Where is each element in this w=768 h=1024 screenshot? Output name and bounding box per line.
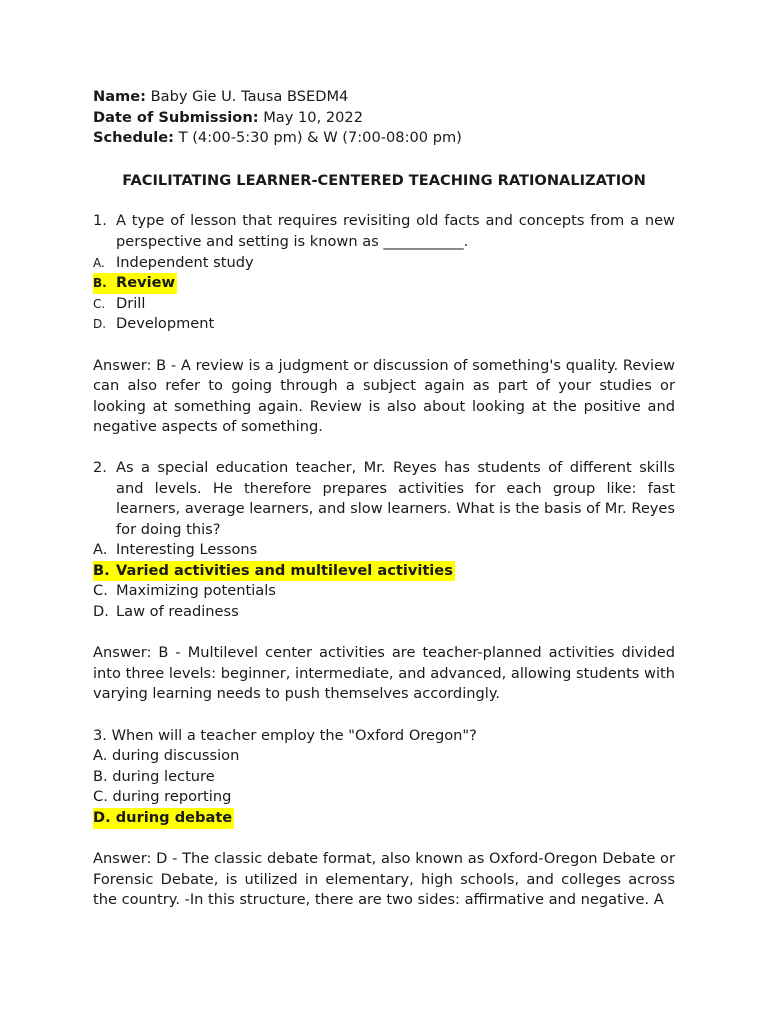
option-c: C. during reporting (93, 788, 232, 806)
option-c (93, 581, 675, 602)
answer-2: Answer: B - Multilevel center activities are teacher-planned activities divided into three levels: beginner, intermediate, and advanced, allowing students with varying learning needs to push themselves accordingly. (93, 644, 675, 703)
option-letter: A. (93, 255, 105, 270)
document-title: FACILITATING LEARNER-CENTERED TEACHING RATIONALIZATION (122, 171, 646, 189)
question-text: As a special education teacher, Mr. Reyes has students of different skills and levels. He therefore prepares activities for each group like: fast learners, average learners, and slow learners. What is the basis of Mr. Reyes for doing this? (116, 458, 676, 538)
option-text: Independent study (116, 253, 254, 271)
option-letter: D. (93, 603, 109, 621)
option-b-correct (93, 561, 675, 582)
name-value: Baby Gie U. Tausa BSEDM4 (146, 88, 349, 105)
option-letter: C. (93, 582, 108, 600)
option-text: Interesting Lessons (116, 541, 258, 559)
schedule-label: Schedule: (93, 129, 175, 147)
option-text: Review (116, 274, 176, 292)
option-text: Development (116, 315, 215, 333)
option-d (93, 314, 675, 335)
question-number: 1. (93, 212, 107, 230)
question-text: A type of lesson that requires revisiting old facts and concepts from a new perspective and setting is known as ___________. (116, 212, 675, 250)
option-d-correct (93, 808, 675, 829)
name-label: Name: (93, 88, 147, 105)
option-text: Drill (116, 294, 146, 312)
option-b-correct (93, 273, 675, 294)
option-letter: B. (93, 276, 107, 291)
option-a (93, 540, 675, 561)
highlighted-answer (93, 273, 177, 294)
document-page (93, 87, 675, 911)
option-text: Varied activities and multilevel activities (116, 561, 453, 579)
question-3-text: 3. When will a teacher employ the "Oxford Oregon"? (93, 726, 477, 744)
date-value: May 10, 2022 (258, 108, 363, 126)
schedule-line (93, 128, 675, 149)
option-b: B. during lecture (93, 767, 215, 785)
highlighted-answer (93, 561, 455, 582)
option-text: Maximizing potentials (116, 582, 276, 600)
highlighted-answer: D. during debate (93, 808, 234, 829)
date-label: Date of Submission: (93, 108, 259, 126)
option-letter: B. (93, 561, 110, 579)
option-letter: D. (93, 317, 107, 332)
option-letter: A. (93, 541, 108, 559)
question-2 (93, 458, 675, 540)
option-a (93, 253, 675, 274)
option-d (93, 602, 675, 623)
option-a: A. during discussion (93, 747, 240, 765)
date-line (93, 108, 675, 129)
question-1 (93, 211, 675, 252)
schedule-value: T (4:00-5:30 pm) & W (7:00-08:00 pm) (174, 129, 462, 147)
question-number: 2. (93, 458, 107, 476)
option-text: Law of readiness (116, 603, 239, 621)
answer-3: Answer: D - The classic debate format, also known as Oxford-Oregon Debate or Forensic Debate, is utilized in elementary, high schools, and colleges across the country. -In this structure, there are two sides: affirmative and negative. A (93, 850, 675, 909)
option-letter: C. (93, 296, 106, 311)
answer-1: Answer: B - A review is a judgment or discussion of something's quality. Review can also refer to going through a subject again as part of your studies or looking at something again. Review is also about looking at the positive and negative aspects of something. (93, 356, 675, 436)
name-line (93, 87, 675, 108)
option-c (93, 294, 675, 315)
